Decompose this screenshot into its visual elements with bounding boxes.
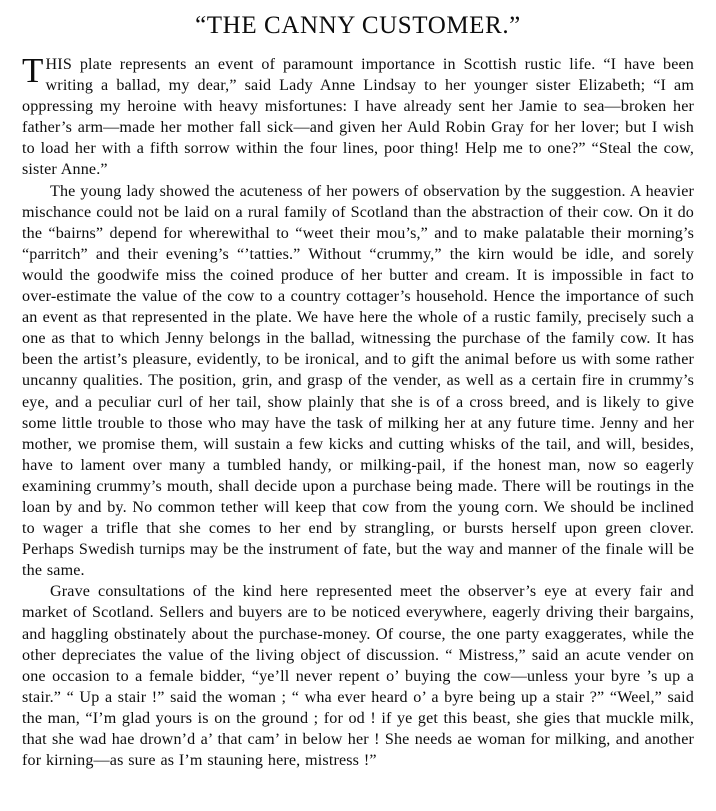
paragraph-3: Grave consultations of the kind here represented meet the observer’s eye at every fair and market of Scotland. Sellers and buyers are to be noticed everywhere, eagerly driving their bargains, and haggling obstinately about the purchase-money. Of course, the one party exaggerates, while the other depreciates the value of the living object of discussion. “ Mistress,” said an acute vender on one occasion to a female bidder, “ye’ll never repent o’ buying the cow—unless your byre ’s up a stair.” “ Up a stair !” said the woman ; “ wha ever heard o’ a byre being up a stair ?” “Weel,” said the man, “I’m glad yours is on the ground ; for od ! if ye get this beast, she gies that muckle milk, that she wad hae drown’d a’ that cam’ in below her ! She needs ae woman for milking, and another for kirning—as sure as I’m stauning here, mistress !” — [22, 583, 694, 770]
article-body — [22, 51, 694, 771]
paragraph-2: The young lady showed the acuteness of her powers of observation by the suggestion. A heavier mischance could not be laid on a rural family of Scotland than the abstraction of their cow. On it do the “bairns” depend for wherewithal to “weet their mou’s,” and to make palatable their morning’s “parritch” and their evening’s “’tatties.” Without “crummy,” the kirn would be idle, and sorely would the goodwife miss the coined produce of her butter and cream. It is impossible in fact to over-estimate the value of the cow to a country cottager’s household. Hence the importance of such an event as that represented in the plate. We have here the whole of a rustic family, precisely such a one as that to which Jenny belongs in the ballad, witnessing the purchase of the family cow. It has been the artist’s pleasure, evidently, to be ironical, and to gift the animal before us with some rather uncanny qualities. The position, grin, and grasp of the vender, as well as a certain fire in crummy’s eye, and a peculiar curl of her tail, show plainly that she is of a cross breed, and is likely to give some little trouble to those who may have the task of milking her at any future time. Jenny and her mother, we promise them, will sustain a few kicks and cutting whisks of the tail, and will, besides, have to lament over many a tumbled handy, or milking-pail, if the honest man, now so eagerly examining crummy’s mouth, shall decide upon a purchase being made. There will be routings in the loan by and by. No common tether will keep that cow from the young corn. We should be inclined to wager a trifle that she comes to her end by strangling, or bursts herself upon green clover. Perhaps Swedish turnips may be the instrument of fate, but the way and manner of the finale will be the same. — [22, 182, 694, 580]
drop-cap: T — [22, 51, 44, 90]
paragraph-1 — [22, 51, 694, 181]
paragraph-1-text: HIS plate represents an event of paramount importance in Scottish rustic life. “I have been writing a ballad, my dear,” said Lady Anne Lindsay to her younger sister Elizabeth; “I am oppressing my heroine with heavy misfortunes: I have already sent her Jamie to sea—broken her father’s arm—made her mother fall sick—and given her Auld Robin Gray for her lover; but I wish to load her with a fifth sorrow within the four lines, poor thing! Help me to one?” “Steal the cow, sister Anne.” — [22, 56, 694, 179]
page-title: “THE CANNY CUSTOMER.” — [195, 12, 521, 39]
